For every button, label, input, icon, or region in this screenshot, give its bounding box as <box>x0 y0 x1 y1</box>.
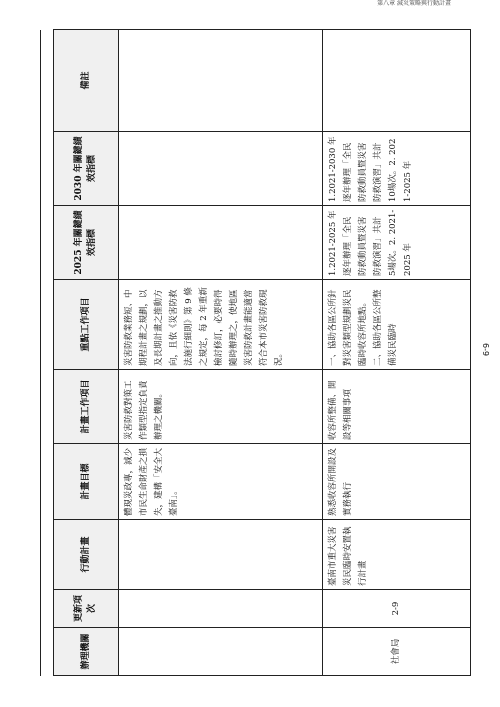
header-kpi-2025: 2025 年關鍵績效指標 <box>54 206 119 280</box>
cell-update <box>119 590 323 628</box>
cell-plan <box>119 520 323 590</box>
page-number: 6-9 <box>481 343 490 357</box>
header-items: 計畫工作項目 <box>54 370 119 444</box>
header-update: 更新項次 <box>54 590 119 628</box>
action-plan-table <box>53 29 471 676</box>
header-agency: 辦理機關 <box>54 628 119 676</box>
cell-plan: 臺南市重大災害災民臨時安置執行計畫 <box>323 520 471 590</box>
header-remarks: 備註 <box>54 30 119 132</box>
table-row <box>323 30 471 676</box>
header-kpi-2030: 2030 年關鍵績效指標 <box>54 132 119 206</box>
cell-update: 2-9 <box>323 590 471 628</box>
cell-kpi-2025 <box>119 206 323 280</box>
cell-agency: 社會局 <box>323 628 471 676</box>
cell-items: 災害防救對策工作類型指定負責辦理之機關。 <box>119 370 323 444</box>
cell-target: 熟悉收容所開設及實務執行 <box>323 444 471 520</box>
table-header-row <box>54 30 119 676</box>
cell-target: 體現災政專，減少市民生命財產之損失，建構「安全大臺南」。 <box>119 444 323 520</box>
header-key: 重點工作項目 <box>54 280 119 370</box>
cell-key: 災害防救業務短、中期程計畫之規劃，以及長期計畫之推動方向，且依《災害防救法施行細則》第 9 條之規定，每 2 年重新檢討修訂，必要時得隨時辦理之，使地區災害防救計畫能適當符合本市災害防救現況。 <box>119 280 323 370</box>
rotated-table-area <box>32 30 464 676</box>
cell-agency <box>119 628 323 676</box>
header-plan: 行動計畫 <box>54 520 119 590</box>
header-target: 計畫目標 <box>54 444 119 520</box>
cell-kpi-2030: 1.2021-2030 年逐年辦理「全民防救動員暨災害防救演習」共計 10場次。2. 2021-2025 年 <box>323 132 471 206</box>
header-rule <box>40 30 41 676</box>
cell-remarks <box>323 30 471 132</box>
cell-key: 一、協助各區公所針對災害類型規劃災民臨時收容所地點。二、協助各區公所整備災民臨時 <box>323 280 471 370</box>
cell-kpi-2025: 1.2021-2025 年逐年辦理「全民防救動員暨災害防救演習」共計 5場次。2. 2021-2025 年 <box>323 206 471 280</box>
cell-items: 收容所整備、開設等相關事項 <box>323 370 471 444</box>
table-row <box>119 30 323 676</box>
cell-remarks <box>119 30 323 132</box>
running-header: 第八章 減災策略與行動計畫 <box>377 0 451 7</box>
cell-kpi-2030 <box>119 132 323 206</box>
